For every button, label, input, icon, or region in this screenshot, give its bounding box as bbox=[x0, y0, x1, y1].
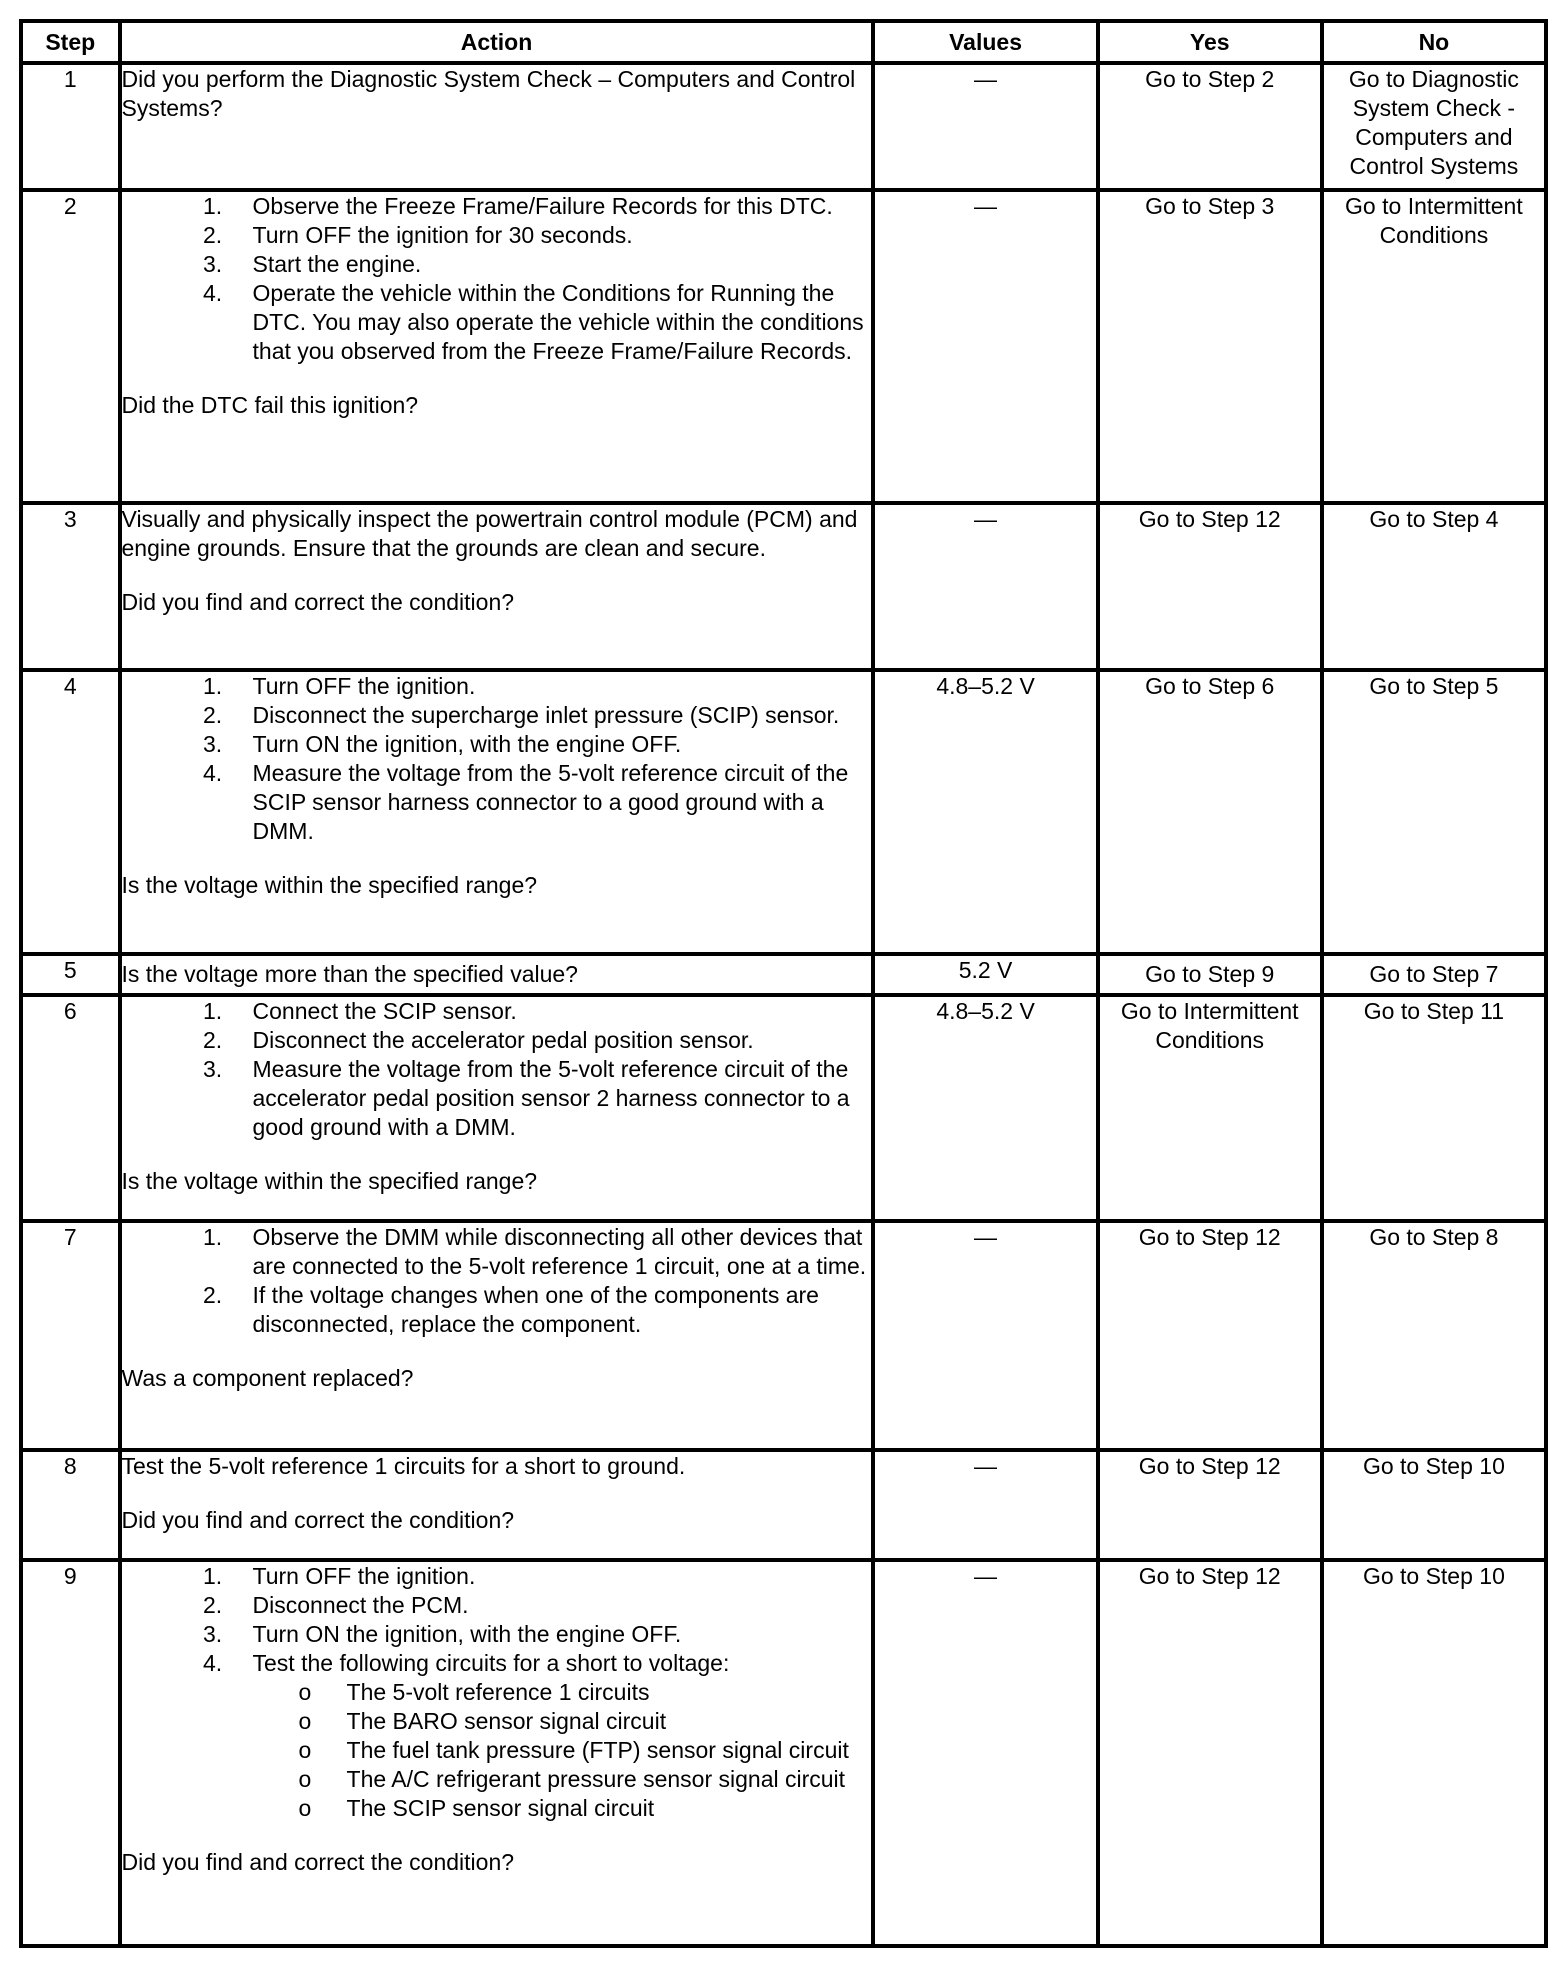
yes-cell: Go to Step 6 bbox=[1098, 670, 1322, 954]
table-row bbox=[21, 670, 1546, 954]
yes-cell: Go to Intermittent Conditions bbox=[1098, 995, 1322, 1221]
list-item: 2. Turn OFF the ignition for 30 seconds. bbox=[229, 221, 872, 250]
value-cell: 5.2 V bbox=[873, 954, 1097, 995]
step-number: 8 bbox=[21, 1450, 120, 1560]
value-cell: — bbox=[873, 63, 1097, 190]
table-row bbox=[21, 63, 1546, 190]
sublist-item: o The fuel tank pressure (FTP) sensor signal circuit bbox=[299, 1736, 872, 1765]
list-item: 3. Turn ON the ignition, with the engine OFF. bbox=[229, 1620, 872, 1649]
no-cell: Go to Step 10 bbox=[1322, 1560, 1546, 1946]
step-number: 2 bbox=[21, 190, 120, 503]
value-cell: — bbox=[873, 1450, 1097, 1560]
list-item: 2. Disconnect the PCM. bbox=[229, 1591, 872, 1620]
list-item: 3. Start the engine. bbox=[229, 250, 872, 279]
action-question: Was a component replaced? bbox=[121, 1365, 414, 1391]
action-list bbox=[122, 997, 872, 1142]
action-text: Is the voltage more than the specified value? bbox=[121, 961, 578, 987]
no-cell: Go to Diagnostic System Check - Computers and Control Systems bbox=[1322, 63, 1546, 190]
step-number: 4 bbox=[21, 670, 120, 954]
no-cell: Go to Step 8 bbox=[1322, 1221, 1546, 1450]
yes-cell: Go to Step 12 bbox=[1098, 1221, 1322, 1450]
yes-cell: Go to Step 12 bbox=[1098, 1560, 1322, 1946]
table-row bbox=[21, 190, 1546, 503]
list-item: 2. Disconnect the supercharge inlet pressure (SCIP) sensor. bbox=[229, 701, 872, 730]
step-number: 6 bbox=[21, 995, 120, 1221]
value-cell: — bbox=[873, 503, 1097, 670]
sublist-item: o The SCIP sensor signal circuit bbox=[299, 1794, 872, 1823]
yes-cell: Go to Step 2 bbox=[1098, 63, 1322, 190]
header-no: No bbox=[1322, 21, 1546, 63]
action-question: Is the voltage within the specified range? bbox=[121, 872, 538, 898]
step-number: 9 bbox=[21, 1560, 120, 1946]
circuit-sublist bbox=[253, 1678, 872, 1823]
list-item: 1. Turn OFF the ignition. bbox=[229, 672, 872, 701]
list-item: 1. Connect the SCIP sensor. bbox=[229, 997, 872, 1026]
list-item-text: Test the following circuits for a short to voltage: bbox=[252, 1650, 730, 1676]
value-cell: 4.8–5.2 V bbox=[873, 995, 1097, 1221]
action-cell bbox=[120, 670, 874, 954]
header-action: Action bbox=[120, 21, 874, 63]
action-cell bbox=[120, 1450, 874, 1560]
value-cell: 4.8–5.2 V bbox=[873, 670, 1097, 954]
value-cell: — bbox=[873, 1221, 1097, 1450]
yes-cell: Go to Step 9 bbox=[1098, 954, 1322, 995]
no-cell: Go to Step 11 bbox=[1322, 995, 1546, 1221]
list-item: 2. Disconnect the accelerator pedal position sensor. bbox=[229, 1026, 872, 1055]
yes-cell: Go to Step 3 bbox=[1098, 190, 1322, 503]
action-text: Did you perform the Diagnostic System Check – Computers and Control Systems? bbox=[121, 66, 856, 121]
list-item bbox=[229, 1649, 872, 1823]
table-row bbox=[21, 1560, 1546, 1946]
action-question: Did the DTC fail this ignition? bbox=[121, 392, 419, 418]
action-cell bbox=[120, 954, 874, 995]
action-text: Visually and physically inspect the powertrain control module (PCM) and engine grounds. Ensure that the grounds are clean and secure. bbox=[121, 506, 858, 561]
step-number: 5 bbox=[21, 954, 120, 995]
list-item: 1. Observe the Freeze Frame/Failure Records for this DTC. bbox=[229, 192, 872, 221]
sublist-item: o The BARO sensor signal circuit bbox=[299, 1707, 872, 1736]
step-number: 3 bbox=[21, 503, 120, 670]
diagnostic-table bbox=[19, 19, 1548, 1948]
action-cell bbox=[120, 190, 874, 503]
no-cell: Go to Intermittent Conditions bbox=[1322, 190, 1546, 503]
action-cell bbox=[120, 63, 874, 190]
action-question: Did you find and correct the condition? bbox=[121, 1849, 515, 1875]
value-cell: — bbox=[873, 190, 1097, 503]
list-item: 4. Operate the vehicle within the Conditions for Running the DTC. You may also operate the vehicle within the conditions that you observed from the Freeze Frame/Failure Records. bbox=[229, 279, 872, 366]
table-row bbox=[21, 1450, 1546, 1560]
action-list bbox=[122, 1223, 872, 1339]
header-values: Values bbox=[873, 21, 1097, 63]
no-cell: Go to Step 5 bbox=[1322, 670, 1546, 954]
list-item: 4. Measure the voltage from the 5-volt reference circuit of the SCIP sensor harness connector to a good ground with a DMM. bbox=[229, 759, 872, 846]
action-question: Is the voltage within the specified range? bbox=[121, 1168, 538, 1194]
yes-cell: Go to Step 12 bbox=[1098, 503, 1322, 670]
list-item: 3. Measure the voltage from the 5-volt reference circuit of the accelerator pedal position sensor 2 harness connector to a good ground with a DMM. bbox=[229, 1055, 872, 1142]
value-cell: — bbox=[873, 1560, 1097, 1946]
sublist-item: o The A/C refrigerant pressure sensor signal circuit bbox=[299, 1765, 872, 1794]
list-item: 1. Turn OFF the ignition. bbox=[229, 1562, 872, 1591]
action-cell bbox=[120, 1560, 874, 1946]
list-item: 2. If the voltage changes when one of the components are disconnected, replace the component. bbox=[229, 1281, 872, 1339]
step-number: 7 bbox=[21, 1221, 120, 1450]
no-cell: Go to Step 10 bbox=[1322, 1450, 1546, 1560]
action-list bbox=[122, 192, 872, 366]
step-number: 1 bbox=[21, 63, 120, 190]
action-list bbox=[122, 1562, 872, 1823]
action-text: Test the 5-volt reference 1 circuits for a short to ground. bbox=[121, 1453, 686, 1479]
table-row bbox=[21, 1221, 1546, 1450]
action-cell bbox=[120, 503, 874, 670]
no-cell: Go to Step 7 bbox=[1322, 954, 1546, 995]
action-cell bbox=[120, 995, 874, 1221]
yes-cell: Go to Step 12 bbox=[1098, 1450, 1322, 1560]
action-question: Did you find and correct the condition? bbox=[121, 1507, 515, 1533]
table-row bbox=[21, 503, 1546, 670]
header-step: Step bbox=[21, 21, 120, 63]
action-question: Did you find and correct the condition? bbox=[121, 589, 515, 615]
table-row bbox=[21, 995, 1546, 1221]
table-row bbox=[21, 954, 1546, 995]
header-yes: Yes bbox=[1098, 21, 1322, 63]
no-cell: Go to Step 4 bbox=[1322, 503, 1546, 670]
list-item: 1. Observe the DMM while disconnecting all other devices that are connected to the 5-volt reference 1 circuit, one at a time. bbox=[229, 1223, 872, 1281]
action-cell bbox=[120, 1221, 874, 1450]
list-item: 3. Turn ON the ignition, with the engine OFF. bbox=[229, 730, 872, 759]
sublist-item: o The 5-volt reference 1 circuits bbox=[299, 1678, 872, 1707]
action-list bbox=[122, 672, 872, 846]
